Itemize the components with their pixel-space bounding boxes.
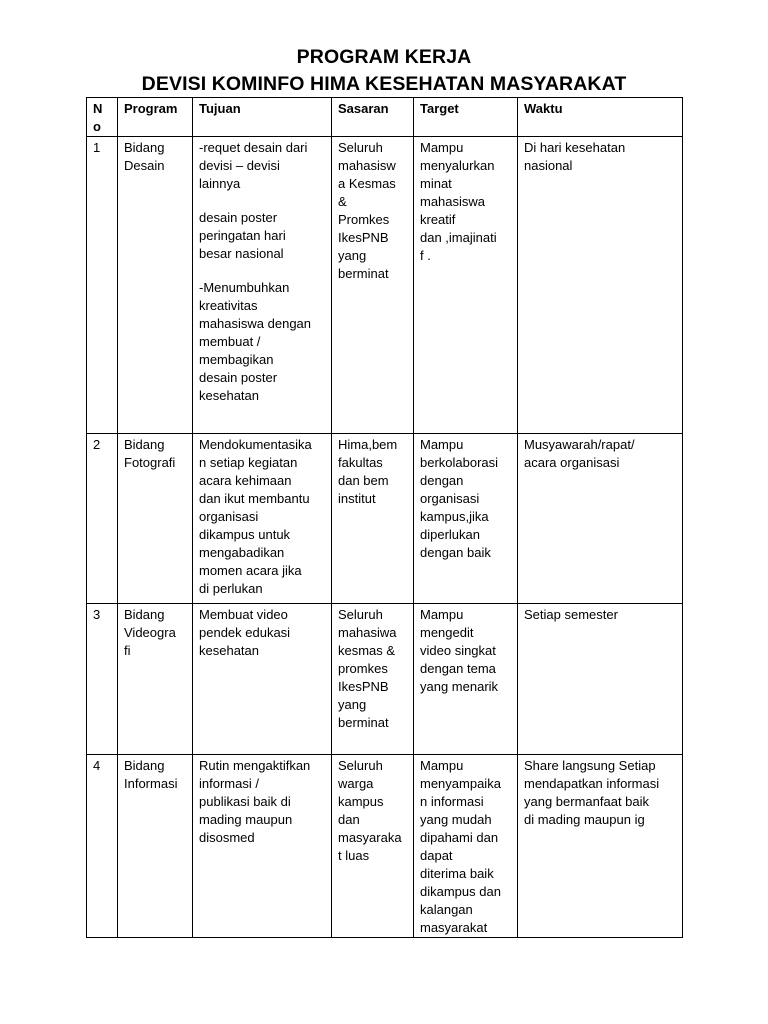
document-subtitle: DEVISI KOMINFO HIMA KESEHATAN MASYARAKAT [141, 73, 627, 95]
cell-target: Mampu berkolaborasi dengan organisasi kampus,jika diperlukan dengan baik [414, 434, 518, 604]
document-title: PROGRAM KERJA [296, 46, 472, 68]
program-table [86, 97, 683, 938]
cell-no: 4 [87, 755, 118, 938]
cell-waktu: Setiap semester [518, 604, 683, 755]
cell-program: Bidang Informasi [118, 755, 193, 938]
cell-tujuan [193, 604, 332, 755]
tujuan-paragraph: -Menumbuhkan kreativitas mahasiswa dengan membuat / membagikan desain poster kesehatan [199, 280, 312, 403]
header-tujuan: Tujuan [193, 98, 332, 137]
header-no: N o [87, 98, 118, 137]
cell-tujuan [193, 755, 332, 938]
tujuan-paragraph: Membuat video pendek edukasi kesehatan [199, 607, 291, 658]
cell-waktu: Di hari kesehatan nasional [518, 137, 683, 434]
cell-target: Mampu mengedit video singkat dengan tema yang menarik [414, 604, 518, 755]
cell-sasaran: Seluruh mahasiwa kesmas & promkes IkesPNB yang berminat [332, 604, 414, 755]
cell-target: Mampu menyampaika n informasi yang mudah dipahami dan dapat diterima baik dikampus dan kalangan masyarakat [414, 755, 518, 938]
cell-tujuan [193, 434, 332, 604]
cell-program: Bidang Desain [118, 137, 193, 434]
cell-no: 1 [87, 137, 118, 434]
tujuan-paragraph: -requet desain dari devisi – devisi lainnya [199, 140, 308, 191]
cell-no: 3 [87, 604, 118, 755]
tujuan-paragraph: desain poster peringatan hari besar nasional [199, 210, 286, 261]
cell-waktu: Share langsung Setiap mendapatkan informasi yang bermanfaat baik di mading maupun ig [518, 755, 683, 938]
tujuan-paragraph: Rutin mengaktifkan informasi / publikasi baik di mading maupun disosmed [199, 758, 311, 845]
cell-program: Bidang Videogra fi [118, 604, 193, 755]
cell-sasaran: Seluruh mahasisw a Kesmas & Promkes IkesPNB yang berminat [332, 137, 414, 434]
table-header-row [87, 98, 683, 137]
document-header [0, 44, 768, 98]
header-sasaran: Sasaran [332, 98, 414, 137]
table-row [87, 755, 683, 938]
cell-tujuan [193, 137, 332, 434]
tujuan-paragraph: Mendokumentasika n setiap kegiatan acara kehimaan dan ikut membantu organisasi dikampus untuk mengabadikan momen acara jika di perlukan [199, 437, 312, 596]
cell-waktu: Musyawarah/rapat/ acara organisasi [518, 434, 683, 604]
cell-sasaran: Hima,bem fakultas dan bem institut [332, 434, 414, 604]
cell-program: Bidang Fotografi [118, 434, 193, 604]
cell-no: 2 [87, 434, 118, 604]
table-row [87, 434, 683, 604]
cell-sasaran: Seluruh warga kampus dan masyaraka t luas [332, 755, 414, 938]
table-row [87, 137, 683, 434]
header-waktu: Waktu [518, 98, 683, 137]
table-row [87, 604, 683, 755]
header-target: Target [414, 98, 518, 137]
cell-target: Mampu menyalurkan minat mahasiswa kreatif dan ,imajinati f . [414, 137, 518, 434]
header-program: Program [118, 98, 193, 137]
